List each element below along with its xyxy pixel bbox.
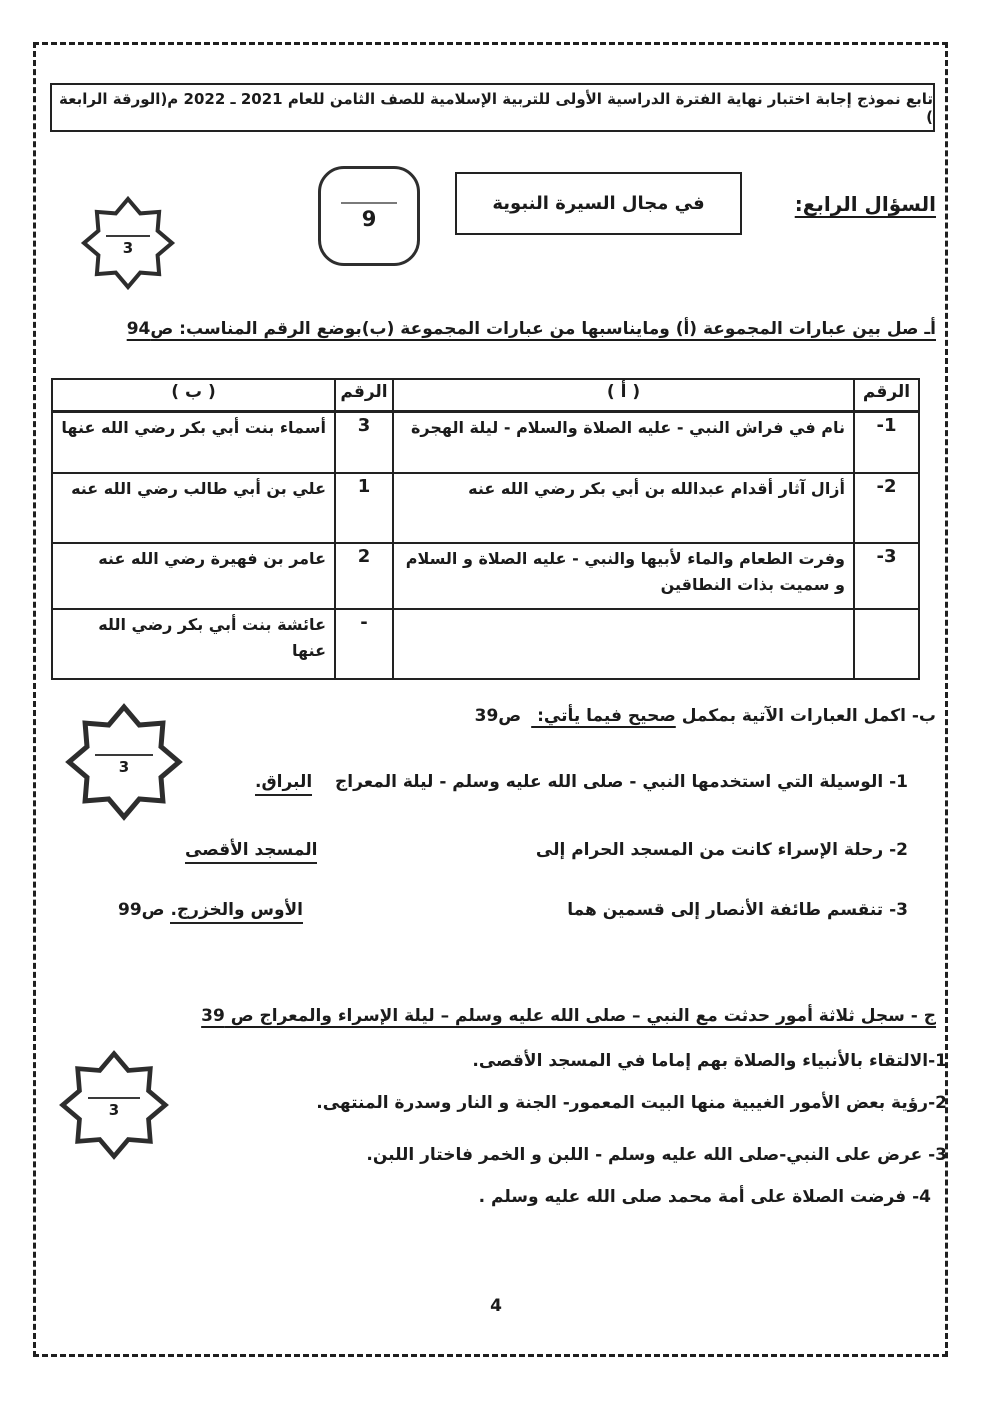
fill-blank-item bbox=[60, 840, 908, 860]
item-answer-suffix: ص99 bbox=[118, 900, 171, 920]
score-blank-line bbox=[341, 202, 397, 204]
header-num-b: الرقم bbox=[335, 379, 393, 411]
score-blank-line bbox=[106, 235, 150, 237]
header-col-b: ( ب ) bbox=[52, 379, 335, 411]
answer-list-item: 4- فرضت الصلاة على أمة محمد صلى الله عليه وسلم . bbox=[478, 1187, 931, 1207]
cell-answer-number: 2 bbox=[335, 543, 393, 609]
score-star-badge bbox=[80, 192, 176, 294]
total-score-box bbox=[318, 166, 420, 266]
table-row bbox=[52, 609, 919, 679]
cell-statement-b: أسماء بنت أبي بكر رضي الله عنها bbox=[52, 411, 335, 473]
exam-header-box bbox=[50, 83, 935, 132]
score-blank-line bbox=[95, 754, 152, 756]
star-score-value: 3 bbox=[108, 1101, 120, 1120]
table-row bbox=[52, 411, 919, 473]
cell-statement-b: عائشة بنت أبي بكر رضي الله عنها bbox=[52, 609, 335, 679]
section-a-heading: أـ صل بين عبارات المجموعة (أ) ومايناسبها من عبارات المجموعة (ب)بوضع الرقم المناسب: ص94 bbox=[126, 319, 936, 339]
cell-row-number bbox=[854, 609, 919, 679]
cell-statement-a: نام في فراش النبي - عليه الصلاة والسلام - ليلة الهجرة bbox=[393, 411, 854, 473]
cell-statement-a: أزال آثار أقدام عبدالله بن أبي بكر رضي الله عنه bbox=[393, 473, 854, 543]
score-star-badge bbox=[62, 702, 186, 822]
header-num-a: الرقم bbox=[854, 379, 919, 411]
exam-header-text: تابع نموذج إجابة اختبار نهاية الفترة الدراسية الأولى للتربية الإسلامية للصف الثامن للعام 2021 ـ 2022 م(الورقة الرابعة ) bbox=[59, 89, 933, 126]
question-title: السؤال الرابع: bbox=[794, 192, 936, 216]
score-star-badge bbox=[58, 1048, 170, 1162]
header-col-a: ( أ ) bbox=[393, 379, 854, 411]
topic-box-label: في مجال السيرة النبوية bbox=[492, 193, 705, 214]
item-answer: الأوس والخزرج. bbox=[170, 900, 303, 924]
section-b-heading-underlined: صحيح فيما يأتي: bbox=[531, 706, 676, 726]
item-text: 3- تنقسم طائفة الأنصار إلى قسمين هما bbox=[567, 900, 908, 920]
section-c-heading: ج - سجل ثلاثة أمور حدثت مع النبي – صلى الله عليه وسلم – ليلة الإسراء والمعراج ص 39 bbox=[201, 1006, 936, 1026]
item-answer: المسجد الأقصى bbox=[185, 840, 317, 864]
topic-box bbox=[455, 172, 742, 235]
table-row bbox=[52, 543, 919, 609]
answer-list-item: 1-الالتقاء بالأنبياء والصلاة بهم إماما في المسجد الأقصى. bbox=[472, 1051, 947, 1071]
cell-answer-number: 1 bbox=[335, 473, 393, 543]
star-score-value: 3 bbox=[122, 239, 134, 258]
cell-statement-a bbox=[393, 609, 854, 679]
item-answer: البراق. bbox=[255, 772, 312, 796]
cell-row-number: -3 bbox=[854, 543, 919, 609]
cell-statement-b: علي بن أبي طالب رضي الله عنه bbox=[52, 473, 335, 543]
score-blank-line bbox=[88, 1097, 140, 1099]
section-b-heading bbox=[475, 706, 936, 726]
cell-answer-number: - bbox=[335, 609, 393, 679]
cell-statement-b: عامر بن فهيرة رضي الله عنه bbox=[52, 543, 335, 609]
cell-answer-number: 3 bbox=[335, 411, 393, 473]
star-score-value: 3 bbox=[118, 758, 130, 777]
answer-list-item: 2-رؤية بعض الأمور الغيبية منها البيت المعمور- الجنة و النار وسدرة المنتهى. bbox=[316, 1093, 947, 1113]
cell-row-number: -2 bbox=[854, 473, 919, 543]
item-text: 1- الوسيلة التي استخدمها النبي - صلى الله عليه وسلم - ليلة المعراج bbox=[335, 772, 908, 792]
table-header-row bbox=[52, 379, 919, 411]
matching-table bbox=[51, 378, 920, 680]
table-row bbox=[52, 473, 919, 543]
page-number: 4 bbox=[490, 1296, 502, 1316]
total-score-value: 9 bbox=[361, 207, 377, 231]
fill-blank-item bbox=[60, 772, 908, 792]
cell-row-number: -1 bbox=[854, 411, 919, 473]
fill-blank-item bbox=[60, 900, 908, 920]
cell-statement-a: وفرت الطعام والماء لأبيها والنبي - عليه الصلاة و السلام و سميت بذات النطاقين bbox=[393, 543, 854, 609]
section-b-heading-pre: ب- اكمل العبارات الآتية بمكمل bbox=[675, 706, 936, 726]
answer-list-item: 3- عرض على النبي-صلى الله عليه وسلم - اللبن و الخمر فاختار اللبن. bbox=[366, 1145, 947, 1165]
item-text: 2- رحلة الإسراء كانت من المسجد الحرام إلى bbox=[535, 840, 908, 860]
section-b-heading-page-ref: ص39 bbox=[474, 706, 522, 726]
